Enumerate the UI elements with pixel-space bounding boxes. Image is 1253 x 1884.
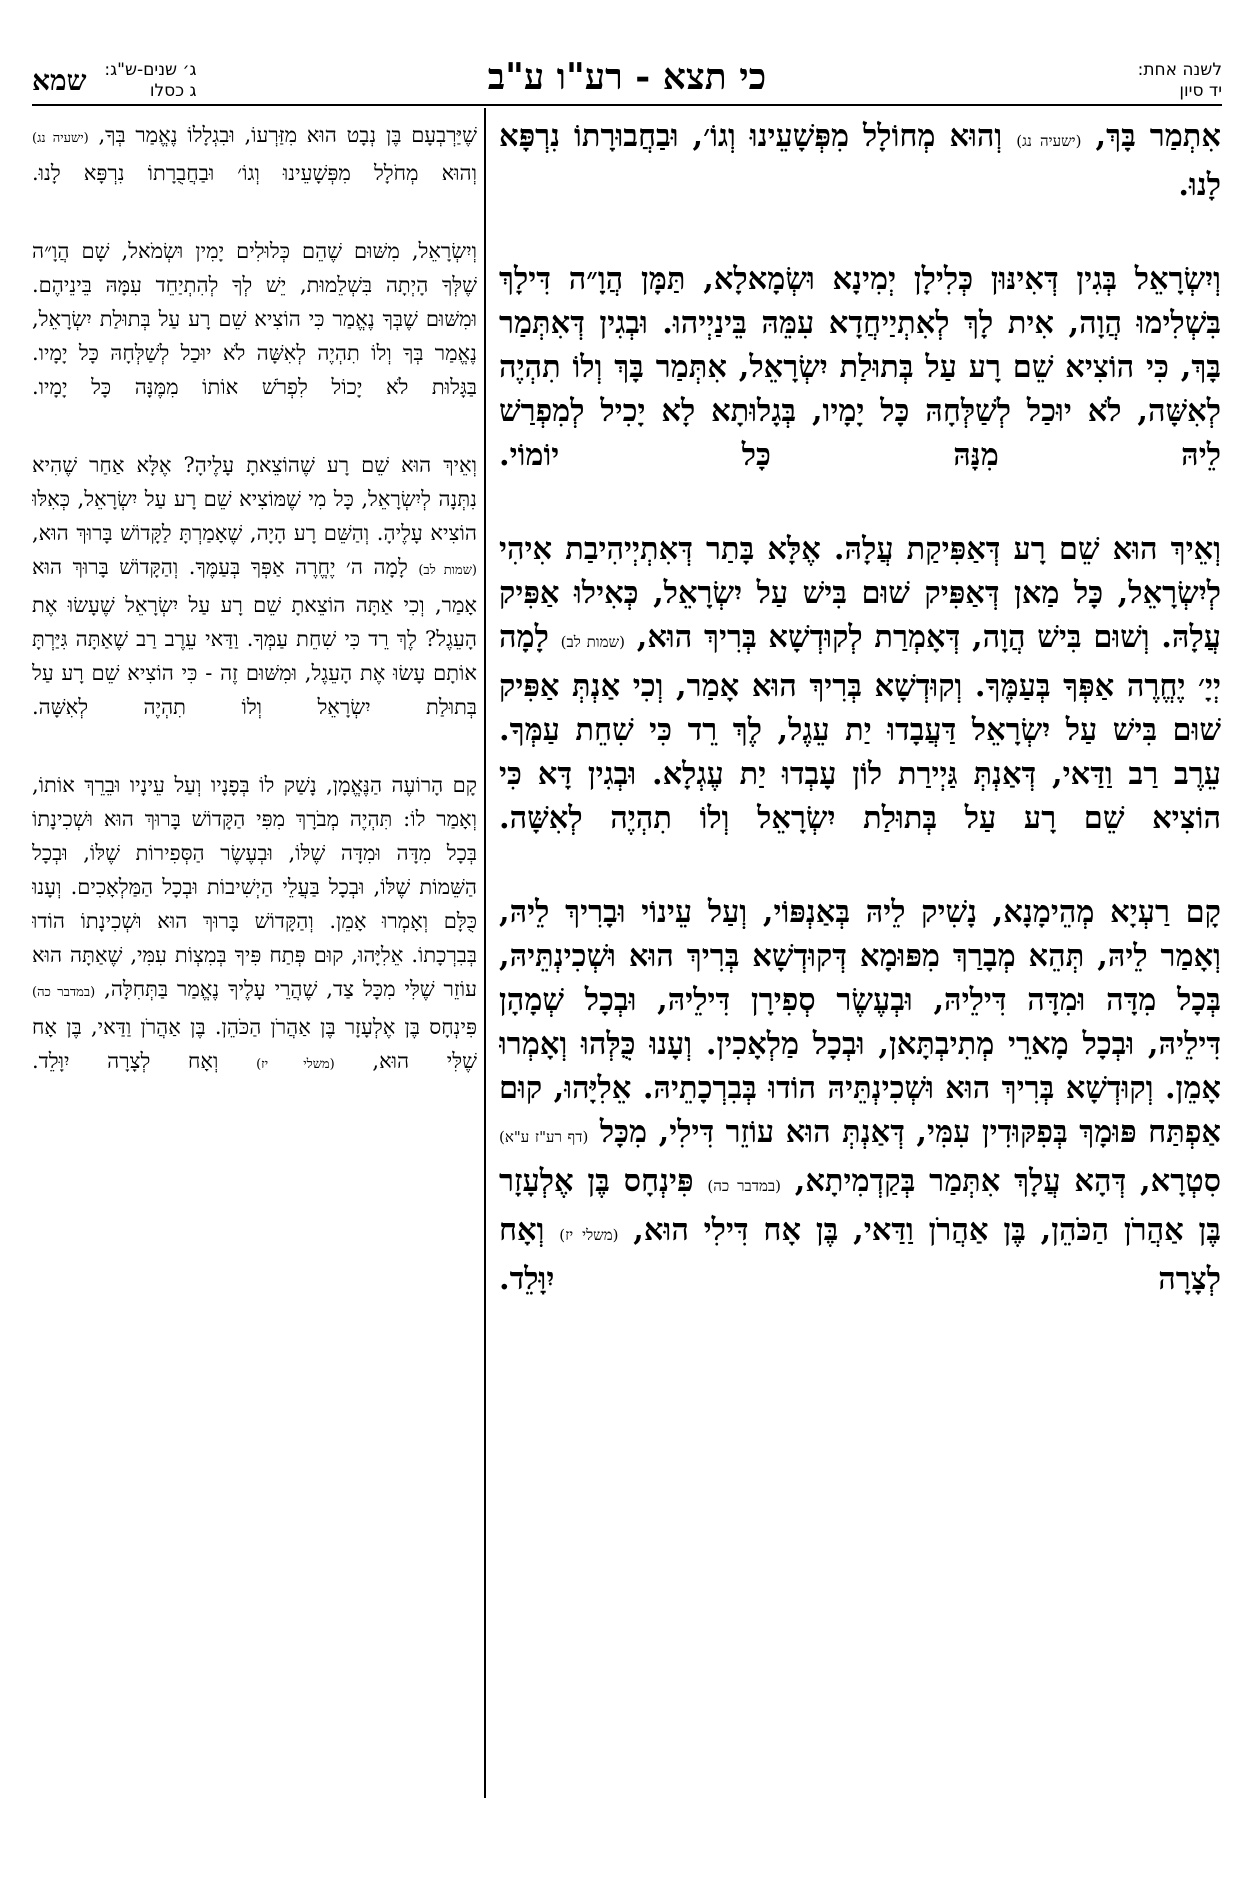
- main-paragraph: [499, 521, 1221, 884]
- page-number: שמא: [32, 64, 87, 97]
- commentary-paragraph: [32, 108, 477, 224]
- verse-citation: (ישעיה נג): [1016, 132, 1082, 150]
- commentary-text-run: לָמָה ה׳ יֶחֱרֶה אַפְּךָ בְּעַמֶּךָ. וְהַקָּדוֹשׁ בָּרוּךְ הוּא אָמַר, וְכִי אַתָּה הוֹצֵאתָ שֵׁם רָע עַל יִשְׂרָאֵל שֶׁעָשׂוּ אֶת הָעֵגֶל? לֶךְ רֵד כִּי שִׁחֵת עַמְּךָ. וַדַּאי עֵרֶב רַב שֶׁאַתָּה גִּיַּרְתָּ אוֹתָם עָשׂוּ אֶת הָעֵגֶל, וּמִשּׁוּם זֶה - כִּי הוֹצִיא שֵׁם רָע עַל בְּתוּלַת יִשְׂרָאֵל וְלוֹ תִהְיֶה לְאִשָּׁה.: [32, 555, 477, 719]
- commentary-column: [32, 108, 477, 1798]
- commentary-text-run: שֶׁיַּרְבְעָם בֶּן נְבָט הוּא מִזַּרְעוֹ, וּבִגְלָלוֹ נֶאֱמַר בְּךָ,: [88, 123, 477, 147]
- commentary-text-run: וְאֵיךְ הוּא שֵׁם רָע שֶׁהוֹצֵאתָ עָלֶיהָ? אֶלָּא אַחַר שֶׁהִיא נִתְּנָה לְיִשְׂרָאֵל, כָּל מִי שֶׁמּוֹצִיא שֵׁם רָע עַל יִשְׂרָאֵל, כְּאִלּוּ הוֹצִיא עָלֶיהָ. וְהַשֵּׁם רָע הָיָה, שֶׁאָמַרְתָּ לַקָּדוֹשׁ בָּרוּךְ הוּא,: [32, 453, 477, 545]
- verse-citation: (משלי יז): [256, 1057, 335, 1072]
- verse-citation: (שמות לב): [560, 633, 625, 651]
- commentary-paragraph: [32, 438, 477, 758]
- schedule-label-three-year: ג׳ שנים-ש"ג:: [104, 60, 197, 80]
- page-title: כי תצא - רע"ו ע"ב: [487, 56, 767, 98]
- main-text-run: סִטְרָא, דְּהָא עֲלָךְ אִתְּמַר בְּקַדְמִיתָא,: [780, 1163, 1221, 1199]
- verse-citation: (במדבר כה): [32, 985, 96, 1000]
- header-rule: [32, 104, 1222, 106]
- main-text-run: פִּינְחָס בֶּן אֶלְעָזָר בֶּן אַהֲרֹן הַכֹּהֵן, בֶּן אַהֲרֹן וַדַּאי, בֶּן אָח דִּילִי הוּא,: [499, 1163, 1221, 1248]
- main-text-run: וְהוּא מְחוֹלָל מִפְּשָׁעֵינוּ וְגוֹ׳, וּבַחֲבוּרָתוֹ נִרְפָּא לָנוּ.: [499, 118, 1221, 203]
- commentary-paragraph: [32, 224, 477, 438]
- schedule-label-one-year: לשנה אחת:: [1137, 60, 1222, 80]
- commentary-paragraph: [32, 758, 477, 1116]
- schedule-date-one-year: יד סיון: [1179, 81, 1222, 101]
- column-separator: [484, 108, 486, 1798]
- commentary-text-run: פִּינְחָס בֶּן אֶלְעָזָר בֶּן אַהֲרֹן הַכֹּהֵן. בֶּן אַהֲרֹן וַדַּאי, בֶּן אָח שֶׁלִּי הוּא,: [32, 1015, 477, 1073]
- commentary-text-run: וְיִשְׂרָאֵל, מִשּׁוּם שֶׁהֵם כְּלוּלִים יָמִין וּשְׂמֹאל, שָׁם הֲוָ״ה שֶׁלְּךָ הָיְתָה בִּשְׁלֵמוּת, יֵשׁ לְךָ לְהִתְיַחֵד עִמָּהּ בֵּינֵיהֶם. וּמִשּׁוּם שֶׁבְּךָ נֶאֱמַר כִּי הוֹצִיא שֵׁם רָע עַל בְּתוּלַת יִשְׂרָאֵל, נֶאֱמַר בְּךָ וְלוֹ תִהְיֶה לְאִשָּׁה לֹא יוּכַל לְשַׁלְּחָהּ כָּל יָמָיו. בַּגָּלוּת לֹא יָכוֹל לִפְרֹשׁ אוֹתוֹ מִמֶּנָּה כָּל יָמָיו.: [32, 239, 477, 399]
- commentary-text-run: וְאָח לְצָרָה יִוָּלֵד.: [32, 1049, 257, 1073]
- verse-citation: (דף רע"ז ע"א): [499, 1128, 589, 1146]
- main-text-run: וְיִשְׂרָאֵל בְּגִין דְּאִינּוּן כְּלִילָן יְמִינָא וּשְׂמָאלָא, תַּמָּן הֲוָ״ה דִּילָךְ בִּשְׁלִימוּ הֲוָה, אִית לָךְ לְאִתְיַיחֲדָא עִמֵּהּ בֵּינַיְיהוּ. וּבְגִין דְּאִתְּמַר בָּךְ, כִּי הוֹצִיא שֵׁם רָע עַל בְּתוּלַת יִשְׂרָאֵל, אִתְּמַר בָּךְ וְלוֹ תִהְיֶה לְאִשָּׁה, לֹא יוּכַל לְשַׁלְּחָהּ כָּל יָמָיו, בְּגָלוּתָא לָא יָכִיל לְמִפְרַשׁ לֵיהּ מִנָּהּ כָּל יוֹמוֹי.: [499, 261, 1221, 473]
- commentary-text-run: קָם הָרוֹעֶה הַנֶּאֱמָן, נָשַׁק לוֹ בְּפָנָיו וְעַל עֵינָיו וּבֵרֵךְ אוֹתוֹ, וְאָמַר לוֹ: תִּהְיֶה מְבֹרָךְ מִפִּי הַקָּדוֹשׁ בָּרוּךְ הוּא וּשְׁכִינָתוֹ בְּכָל מִדָּה וּמִדָּה שֶׁלּוֹ, וּבְעֶשֶׂר הַסְּפִירוֹת שֶׁלּוֹ, וּבְכָל הַשֵּׁמוֹת שֶׁלּוֹ, וּבְכָל בַּעֲלֵי הַיְשִׁיבוֹת וּבְכָל הַמַּלְאָכִים. וְעָנוּ כֻּלָּם וְאָמְרוּ אָמֵן. וְהַקָּדוֹשׁ בָּרוּךְ הוּא וּשְׁכִינָתוֹ הוֹדוּ בְּבִרְכָתוֹ. אֵלִיָּהוּ, קוּם פְּתַח פִּיךָ בְּמִצְוֹת עִמִּי, שֶׁאַתָּה הוּא עוֹזֵר שֶׁלִּי מִכָּל צַד, שֶׁהֲרֵי עָלֶיךָ נֶאֱמַר בַּתְּחִלָּה,: [32, 773, 477, 1001]
- main-text-column: [499, 108, 1221, 1798]
- main-text-run: וְאָח לְצָרָה יִוָּלֵד.: [499, 1212, 1221, 1297]
- daily-schedule-three-year: [32, 60, 197, 102]
- verse-citation: (שמות לב): [418, 563, 477, 578]
- schedule-date-three-year: ג כסלו: [149, 81, 197, 101]
- main-text-run: אִתְמַר בָּךְ,: [1081, 118, 1221, 154]
- main-text-run: קָם רַעְיָא מְהֵימָנָא, נָשִׁיק לֵיהּ בְּאַנְפּוֹי, וְעַל עֵינוֹי וּבָרִיךְ לֵיהּ, וְאָמַר לֵיהּ, תְּהֵא מְבָרַךְ מִפּוּמָא דְּקוּדְשָׁא בְּרִיךְ הוּא וּשְׁכִינְתֵּיהּ, בְּכָל מִדָּה וּמִדָּה דִּילֵיהּ, וּבְעֶשֶׂר סְפִירָן דִּילֵיהּ, וּבְכָל שְׁמָהָן דִּילֵיהּ, וּבְכָל מָארֵי מְתִיבְתָּאן, וּבְכָל מַלְאָכִין. וְעָנוּ כֻּלְּהוּ וְאָמְרוּ אָמֵן. וְקוּדְשָׁא בְּרִיךְ הוּא וּשְׁכִינְתֵּיהּ הוֹדוּ בְּבִרְכָתֵיהּ. אֵלִיָּהוּ, קוּם אַפְתַּח פּוּמָךְ בְּפִקּוּדִין עִמִּי, דְּאַנְתְּ הוּא עוֹזֵר דִּילִי, מִכָּל: [499, 894, 1221, 1150]
- main-paragraph: [499, 884, 1221, 1345]
- main-text-run: לָמָה יְיָ׳ יֶחֱרֶה אַפְּךָ בְּעַמֶּךָ. וְקוּדְשָׁא בְּרִיךְ הוּא אָמַר, וְכִי אַנְתְּ אַפִּיק שׁוּם בִּישׁ עַל יִשְׂרָאֵל דַּעֲבָדוּ יַת עֵגֶל, לֶךְ רֵד כִּי שִׁחֵת עַמְּךָ. עֵרֶב רַב וַדַּאי, דְּאַנְתְּ גַּיְירַת לוֹן עָבְדוּ יַת עֶגְלָא. וּבְגִין דָּא כִּי הוֹצִיא שֵׁם רָע עַל בְּתוּלַת יִשְׂרָאֵל וְלוֹ תִהְיֶה לְאִשָּׁה.: [499, 619, 1221, 836]
- page-header: [32, 56, 1222, 100]
- verse-citation: (ישעיה נג): [32, 131, 89, 146]
- commentary-text-run: וְהוּא מְחֹלָל מִפְּשָׁעֵינוּ וְגוֹ׳ וּבַחֲבֻרָתוֹ נִרְפָּא לָנוּ.: [32, 161, 477, 185]
- verse-citation: (במדבר כה): [707, 1177, 781, 1195]
- main-paragraph: [499, 251, 1221, 521]
- main-text-run: וְאֵיךְ הוּא שֵׁם רָע דְּאַפִּיקַת עֲלָהּ. אֶלָּא בָּתַר דְּאִתְיְיהִיבַת אִיהִי לְיִשְׂרָאֵל, כָּל מַאן דְּאַפִּיק שׁוּם בִּישׁ עַל יִשְׂרָאֵל, כְּאִילוּ אַפִּיק עֲלָהּ. וְשׁוּם בִּישׁ הֲוָה, דְּאָמְרַת לְקוּדְשָׁא בְּרִיךְ הוּא,: [499, 531, 1221, 655]
- verse-citation: (משלי יז): [559, 1226, 619, 1244]
- main-paragraph: [499, 108, 1221, 251]
- schedule-three-year-dates: [104, 60, 196, 102]
